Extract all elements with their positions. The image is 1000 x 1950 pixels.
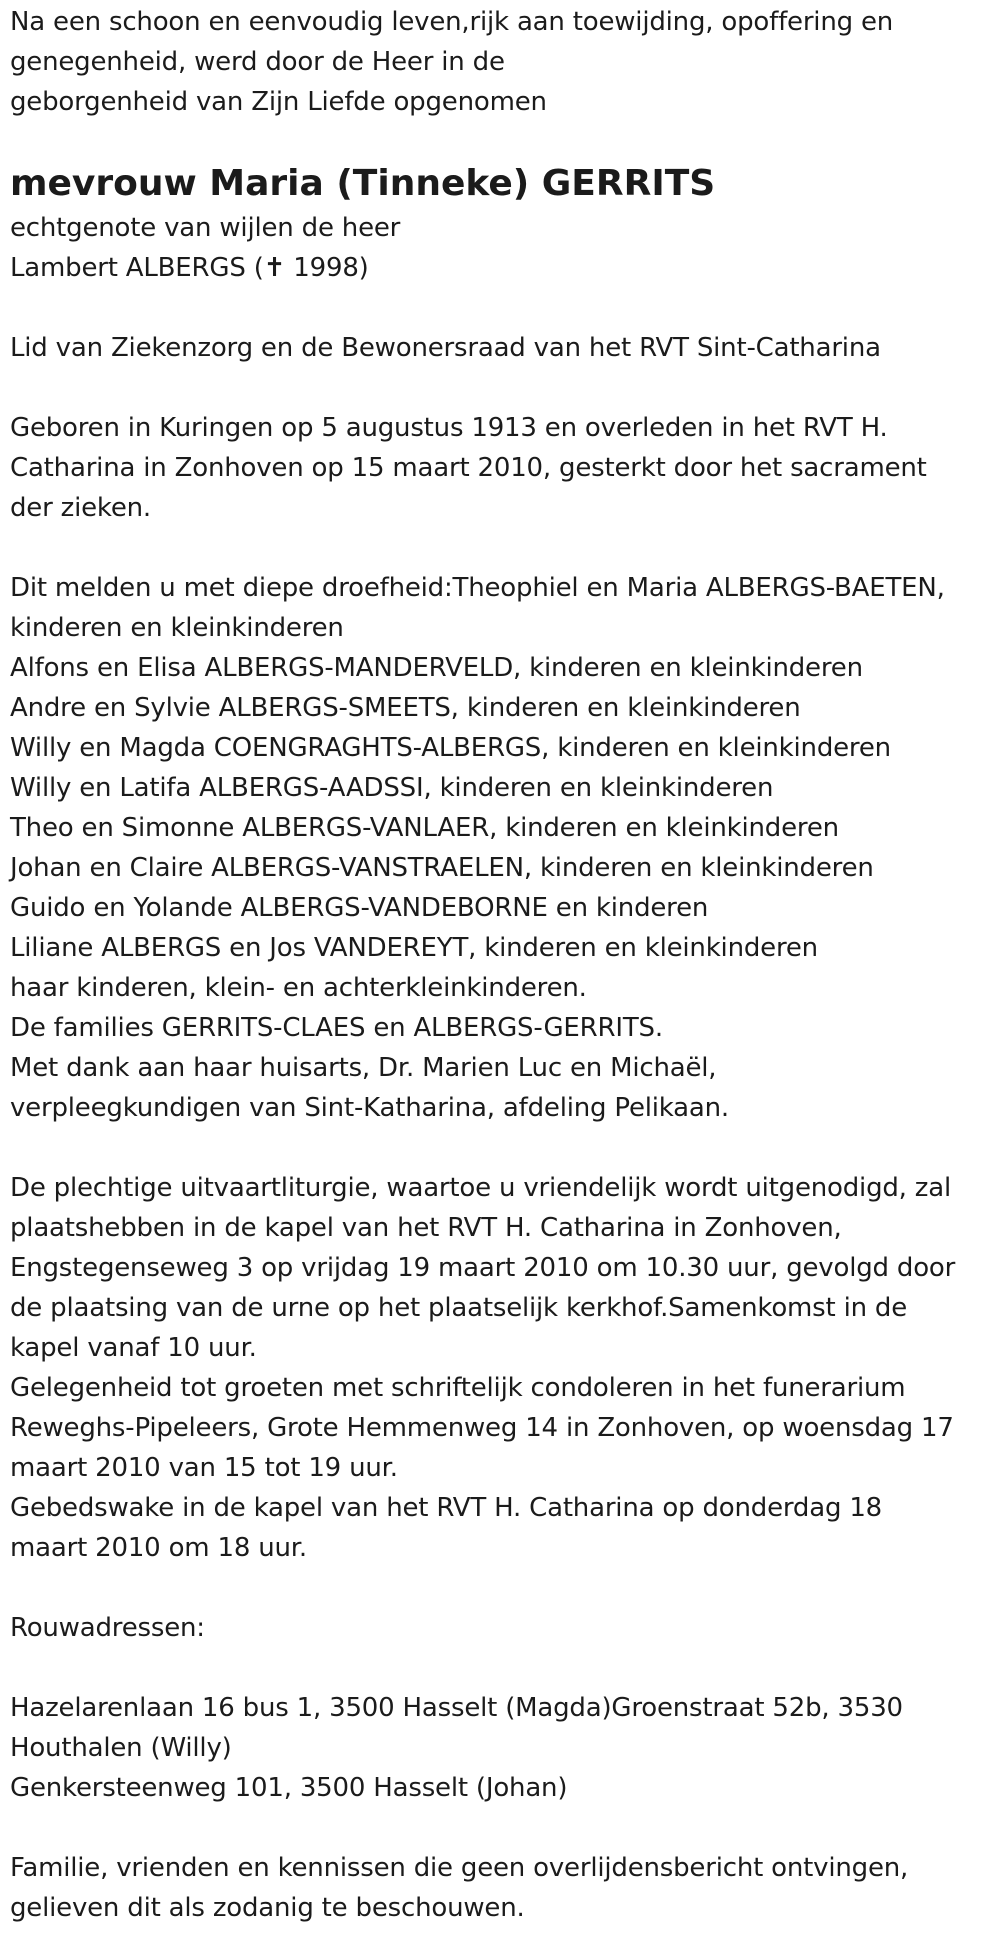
spacer — [10, 368, 1000, 408]
family-line: Andre en Sylvie ALBERGS-SMEETS, kinderen en kleinkinderen — [10, 693, 801, 723]
intro-paragraph — [10, 2, 1000, 122]
family-line: Guido en Yolande ALBERGS-VANDEBORNE en kinderen — [10, 893, 709, 923]
deceased-name: mevrouw Maria (Tinneke) GERRITS — [10, 163, 716, 204]
ceremony-line: maart 2010 om 18 uur. — [10, 1533, 307, 1563]
spouse-line: Lambert ALBERGS (✝ 1998) — [10, 253, 369, 283]
family-paragraph — [10, 568, 1000, 1128]
death-notice — [10, 2, 1000, 1928]
closing-line: gelieven dit als zodanig te beschouwen. — [10, 1893, 525, 1923]
spacer — [10, 528, 1000, 568]
closing-line: Familie, vrienden en kennissen die geen overlijdensbericht ontvingen, — [10, 1853, 909, 1883]
family-line: Johan en Claire ALBERGS-VANSTRAELEN, kinderen en kleinkinderen — [10, 853, 874, 883]
family-line: De families GERRITS-CLAES en ALBERGS-GERRITS. — [10, 1013, 663, 1043]
family-line: Willy en Magda COENGRAGHTS-ALBERGS, kinderen en kleinkinderen — [10, 733, 891, 763]
addresses-paragraph — [10, 1688, 1000, 1808]
membership-line: Lid van Ziekenzorg en de Bewonersraad van het RVT Sint-Catharina — [10, 333, 881, 363]
ceremony-line: kapel vanaf 10 uur. — [10, 1333, 257, 1363]
spacer — [10, 1648, 1000, 1688]
family-line: Dit melden u met diepe droefheid:Theophiel en Maria ALBERGS-BAETEN, — [10, 573, 945, 603]
family-line: Alfons en Elisa ALBERGS-MANDERVELD, kinderen en kleinkinderen — [10, 653, 863, 683]
ceremony-line: Engstegenseweg 3 op vrijdag 19 maart 2010 om 10.30 uur, gevolgd door — [10, 1253, 956, 1283]
ceremony-line: Reweghs-Pipeleers, Grote Hemmenweg 14 in Zonhoven, op woensdag 17 — [10, 1413, 954, 1443]
ceremony-line: plaatshebben in de kapel van het RVT H. Catharina in Zonhoven, — [10, 1213, 842, 1243]
ceremony-line: Gelegenheid tot groeten met schriftelijk condoleren in het funerarium — [10, 1373, 906, 1403]
addresses-label: Rouwadressen: — [10, 1613, 205, 1643]
address-line: Houthalen (Willy) — [10, 1733, 232, 1763]
ceremony-line: De plechtige uitvaartliturgie, waartoe u vriendelijk wordt uitgenodigd, zal — [10, 1173, 952, 1203]
spouse-paragraph — [10, 208, 1000, 288]
family-line: kinderen en kleinkinderen — [10, 613, 344, 643]
intro-line: genegenheid, werd door de Heer in de — [10, 47, 505, 77]
spacer — [10, 1808, 1000, 1848]
spouse-line: echtgenote van wijlen de heer — [10, 213, 401, 243]
birth-death-line: der zieken. — [10, 493, 151, 523]
address-line: Hazelarenlaan 16 bus 1, 3500 Hasselt (Magda)Groenstraat 52b, 3530 — [10, 1693, 903, 1723]
family-line: Met dank aan haar huisarts, Dr. Marien Luc en Michaël, — [10, 1053, 717, 1083]
family-line: verpleegkundigen van Sint-Katharina, afdeling Pelikaan. — [10, 1093, 729, 1123]
address-line: Genkersteenweg 101, 3500 Hasselt (Johan) — [10, 1773, 568, 1803]
spacer — [10, 1568, 1000, 1608]
ceremony-line: de plaatsing van de urne op het plaatselijk kerkhof.Samenkomst in de — [10, 1293, 908, 1323]
birth-death-line: Catharina in Zonhoven op 15 maart 2010, gesterkt door het sacrament — [10, 453, 927, 483]
spacer — [10, 288, 1000, 328]
family-line: Liliane ALBERGS en Jos VANDEREYT, kinderen en kleinkinderen — [10, 933, 818, 963]
ceremony-line: maart 2010 van 15 tot 19 uur. — [10, 1453, 398, 1483]
ceremony-paragraph — [10, 1168, 1000, 1568]
intro-line: Na een schoon en eenvoudig leven,rijk aan toewijding, opoffering en — [10, 7, 894, 37]
birth-death-line: Geboren in Kuringen op 5 augustus 1913 en overleden in het RVT H. — [10, 413, 888, 443]
family-line: haar kinderen, klein- en achterkleinkinderen. — [10, 973, 587, 1003]
intro-line: geborgenheid van Zijn Liefde opgenomen — [10, 87, 547, 117]
family-line: Theo en Simonne ALBERGS-VANLAER, kinderen en kleinkinderen — [10, 813, 839, 843]
birth-death-paragraph — [10, 408, 1000, 528]
family-line: Willy en Latifa ALBERGS-AADSSI, kinderen en kleinkinderen — [10, 773, 774, 803]
membership-paragraph — [10, 328, 1000, 368]
closing-paragraph — [10, 1848, 1000, 1928]
ceremony-line: Gebedswake in de kapel van het RVT H. Catharina op donderdag 18 — [10, 1493, 882, 1523]
spacer — [10, 1128, 1000, 1168]
